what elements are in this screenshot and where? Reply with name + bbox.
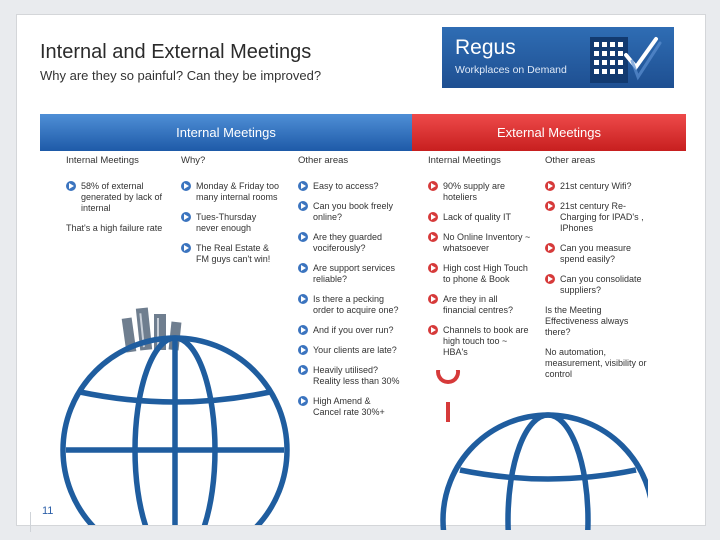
column-2 [181, 155, 281, 274]
bullet-list [181, 181, 281, 265]
list-item [545, 201, 655, 234]
list-item [298, 325, 400, 336]
list-item-text: Is the Meeting Effectiveness always there? [545, 305, 629, 337]
arrow-right-icon [428, 294, 438, 304]
logo-tagline: Workplaces on Demand [455, 64, 567, 76]
list-item-text: Easy to access? [313, 181, 379, 191]
list-item-text: Are they guarded vociferously? [313, 232, 383, 253]
list-item-text: 21st century Wifi? [560, 181, 632, 191]
page-number: 11 [42, 505, 54, 517]
arrow-right-icon [428, 212, 438, 222]
arrow-right-icon [428, 263, 438, 273]
list-item [545, 181, 655, 192]
divider [30, 512, 31, 532]
arrow-right-icon [298, 345, 308, 355]
column-5 [545, 155, 655, 389]
internal-meetings-header: Internal Meetings [40, 114, 412, 151]
list-item [428, 263, 532, 285]
list-item-text: High Amend & Cancel rate 30%+ [313, 396, 385, 417]
list-item-text: Tues-Thursday never enough [196, 212, 257, 233]
arrow-right-icon [181, 181, 191, 191]
list-item-text: 21st century Re-Charging for IPAD's , IPhones [560, 201, 644, 233]
list-item [298, 396, 400, 418]
list-item [428, 294, 532, 316]
arrow-right-icon [298, 396, 308, 406]
bullet-list [66, 181, 166, 234]
building-check-icon [584, 33, 664, 85]
arrow-right-icon [298, 181, 308, 191]
list-item-text: Can you book freely online? [313, 201, 394, 222]
arrow-right-icon [298, 294, 308, 304]
list-item [298, 345, 400, 356]
column-4 [428, 155, 532, 367]
column-heading: Other areas [545, 155, 596, 166]
list-item [181, 243, 281, 265]
list-item-text: Can you consolidate suppliers? [560, 274, 642, 295]
list-item [545, 274, 655, 296]
list-item-text: Lack of quality IT [443, 212, 512, 222]
page-subtitle: Why are they so painful? Can they be improved? [40, 68, 322, 83]
list-item-text: Monday & Friday too many internal rooms [196, 181, 280, 202]
list-item-text: No automation, measurement, visibility or control [545, 347, 647, 379]
list-item-text: Heavily utilised? Reality less than 30% [313, 365, 400, 386]
arrow-right-icon [298, 201, 308, 211]
arrow-right-icon [298, 365, 308, 375]
list-item [545, 243, 655, 265]
list-item [181, 181, 281, 203]
list-item [428, 325, 532, 358]
arrow-right-icon [545, 201, 555, 211]
bullet-list [428, 181, 532, 358]
list-item [298, 365, 400, 387]
list-item [298, 294, 400, 316]
arrow-right-icon [428, 325, 438, 335]
list-item [181, 212, 281, 234]
list-item [66, 223, 166, 234]
list-item [298, 201, 400, 223]
bullet-list [545, 181, 655, 380]
list-item-text: No Online Inventory ~ whatsoever [443, 232, 531, 253]
column-heading: Internal Meetings [66, 155, 139, 166]
column-heading: Internal Meetings [428, 155, 501, 166]
list-item [428, 212, 532, 223]
list-item-text: 58% of external generated by lack of internal [81, 181, 163, 213]
arrow-right-icon [181, 212, 191, 222]
list-item-text: Can you measure spend easily? [560, 243, 632, 264]
list-item-text: Is there a pecking order to acquire one? [313, 294, 399, 315]
arrow-right-icon [545, 274, 555, 284]
regus-logo [442, 27, 674, 88]
arrow-right-icon [181, 243, 191, 253]
page-title: Internal and External Meetings [40, 41, 312, 63]
arrow-right-icon [298, 263, 308, 273]
external-meetings-header: External Meetings [412, 114, 686, 151]
list-item [428, 232, 532, 254]
column-1 [66, 155, 166, 243]
list-item [298, 232, 400, 254]
arrow-right-icon [66, 181, 76, 191]
list-item-text: Are support services reliable? [313, 263, 396, 284]
list-item-text: Channels to book are high touch too ~ HBA's [443, 325, 529, 357]
list-item-text: 90% supply are hoteliers [443, 181, 506, 202]
globe-city-icon [60, 300, 290, 525]
logo-name: Regus [455, 36, 516, 59]
arrow-right-icon [545, 181, 555, 191]
column-heading: Other areas [298, 155, 349, 166]
list-item-text: That's a high failure rate [66, 223, 163, 233]
list-item-text: High cost High Touch to phone & Book [443, 263, 528, 284]
bullet-list [298, 181, 400, 418]
globe-pin-icon [428, 370, 648, 530]
arrow-right-icon [545, 243, 555, 253]
list-item [545, 305, 655, 338]
list-item [298, 181, 400, 192]
list-item-text: And if you over run? [313, 325, 394, 335]
list-item [66, 181, 166, 214]
column-heading: Why? [181, 155, 206, 166]
list-item-text: The Real Estate & FM guys can't win! [196, 243, 271, 264]
list-item [545, 347, 655, 380]
column-3 [298, 155, 400, 427]
list-item [298, 263, 400, 285]
arrow-right-icon [428, 232, 438, 242]
arrow-right-icon [428, 181, 438, 191]
arrow-right-icon [298, 232, 308, 242]
list-item-text: Are they in all financial centres? [443, 294, 514, 315]
arrow-right-icon [298, 325, 308, 335]
list-item [428, 181, 532, 203]
list-item-text: Your clients are late? [313, 345, 397, 355]
